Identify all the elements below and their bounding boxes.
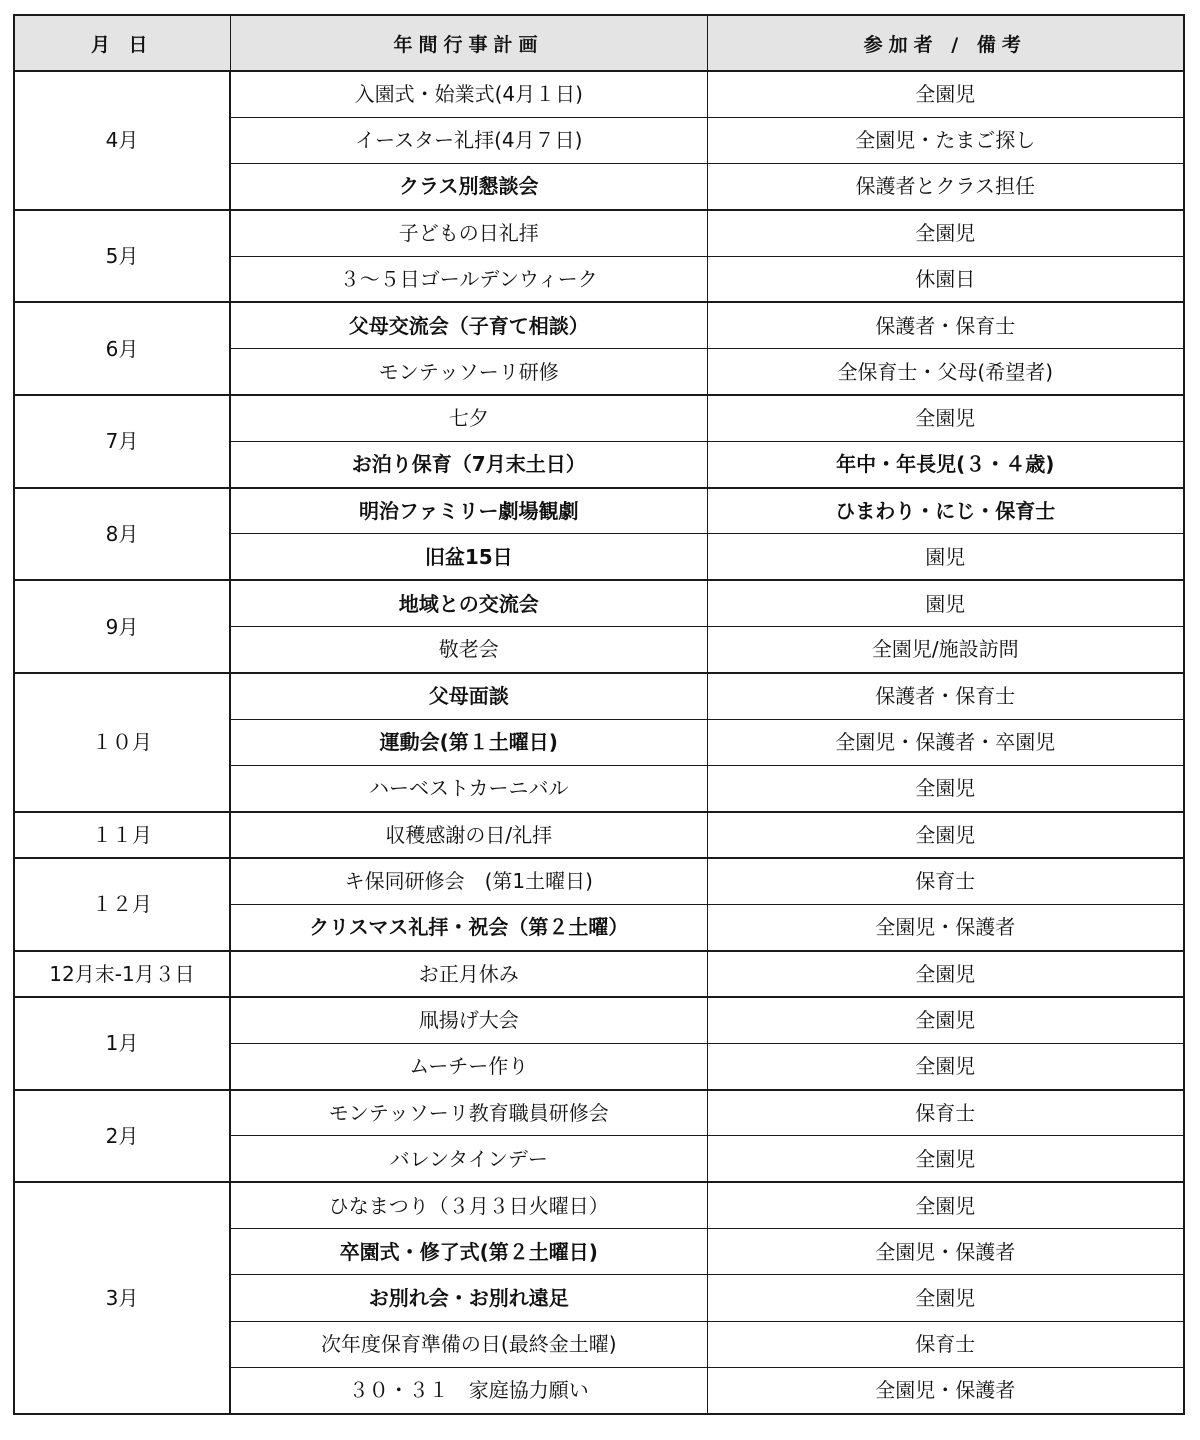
- event-cell: モンテッソーリ教育職員研修会: [230, 1090, 707, 1136]
- header-note: 参加者 / 備考: [707, 15, 1184, 71]
- event-cell: 凧揚げ大会: [230, 997, 707, 1043]
- month-cell: 2月: [14, 1090, 230, 1183]
- event-cell: 運動会(第１土曜日): [230, 719, 707, 765]
- month-cell: １０月: [14, 673, 230, 812]
- note-cell: 保育士: [707, 1321, 1184, 1367]
- note-cell: 全園児・保護者: [707, 1228, 1184, 1274]
- event-cell: 収穫感謝の日/礼拝: [230, 812, 707, 858]
- note-cell: ひまわり・にじ・保育士: [707, 488, 1184, 534]
- note-cell: 園児: [707, 580, 1184, 626]
- annual-event-table: [13, 14, 1185, 1415]
- month-cell: １１月: [14, 812, 230, 858]
- table-header-row: [14, 15, 1184, 71]
- note-cell: 全園児・たまご探し: [707, 117, 1184, 163]
- month-cell: 7月: [14, 395, 230, 488]
- note-cell: 全園児: [707, 1182, 1184, 1228]
- event-cell: キ保同研修会 (第1土曜日): [230, 858, 707, 904]
- event-cell: 明治ファミリー劇場観劇: [230, 488, 707, 534]
- month-cell: 1月: [14, 997, 230, 1090]
- event-cell: モンテッソーリ研修: [230, 349, 707, 395]
- event-cell: 地域との交流会: [230, 580, 707, 626]
- month-cell: 8月: [14, 488, 230, 581]
- table-row: [14, 580, 1184, 626]
- note-cell: 保護者・保育士: [707, 673, 1184, 719]
- note-cell: 保育士: [707, 858, 1184, 904]
- event-cell: 卒園式・修了式(第２土曜日): [230, 1228, 707, 1274]
- note-cell: 園児: [707, 534, 1184, 580]
- event-cell: 父母交流会（子育て相談）: [230, 302, 707, 348]
- table-row: [14, 997, 1184, 1043]
- month-cell: 6月: [14, 302, 230, 395]
- event-cell: お泊り保育（7月末土日）: [230, 441, 707, 487]
- note-cell: 全保育士・父母(希望者): [707, 349, 1184, 395]
- month-cell: 3月: [14, 1182, 230, 1413]
- table-row: [14, 858, 1184, 904]
- note-cell: 全園児・保護者: [707, 1367, 1184, 1413]
- note-cell: 保護者とクラス担任: [707, 164, 1184, 210]
- event-cell: クリスマス礼拝・祝会（第２土曜）: [230, 904, 707, 950]
- event-cell: 次年度保育準備の日(最終金土曜): [230, 1321, 707, 1367]
- event-cell: ハーベストカーニバル: [230, 765, 707, 811]
- month-cell: 12月末-1月３日: [14, 951, 230, 997]
- event-cell: 入園式・始業式(4月１日): [230, 71, 707, 117]
- table-row: [14, 71, 1184, 117]
- header-month: 月 日: [14, 15, 230, 71]
- event-cell: イースター礼拝(4月７日): [230, 117, 707, 163]
- event-cell: 敬老会: [230, 627, 707, 673]
- table-row: [14, 210, 1184, 256]
- note-cell: 全園児: [707, 395, 1184, 441]
- note-cell: 全園児: [707, 997, 1184, 1043]
- note-cell: 全園児: [707, 765, 1184, 811]
- note-cell: 全園児: [707, 210, 1184, 256]
- event-cell: 父母面談: [230, 673, 707, 719]
- note-cell: 全園児: [707, 1043, 1184, 1089]
- note-cell: 全園児: [707, 812, 1184, 858]
- note-cell: 保護者・保育士: [707, 302, 1184, 348]
- event-cell: ひなまつり（３月３日火曜日）: [230, 1182, 707, 1228]
- table-row: [14, 812, 1184, 858]
- table-row: [14, 488, 1184, 534]
- month-cell: 4月: [14, 71, 230, 210]
- month-cell: 5月: [14, 210, 230, 303]
- table-row: [14, 951, 1184, 997]
- note-cell: 全園児: [707, 1275, 1184, 1321]
- event-cell: 七夕: [230, 395, 707, 441]
- event-cell: ３０・３１ 家庭協力願い: [230, 1367, 707, 1413]
- event-cell: お正月休み: [230, 951, 707, 997]
- event-cell: ３～５日ゴールデンウィーク: [230, 256, 707, 302]
- note-cell: 全園児・保護者・卒園児: [707, 719, 1184, 765]
- note-cell: 全園児: [707, 1136, 1184, 1182]
- event-cell: 子どもの日礼拝: [230, 210, 707, 256]
- event-cell: バレンタインデー: [230, 1136, 707, 1182]
- table-row: [14, 1090, 1184, 1136]
- note-cell: 全園児: [707, 71, 1184, 117]
- note-cell: 保育士: [707, 1090, 1184, 1136]
- event-cell: クラス別懇談会: [230, 164, 707, 210]
- month-cell: １２月: [14, 858, 230, 951]
- note-cell: 年中・年長児(３・４歳): [707, 441, 1184, 487]
- table-row: [14, 1182, 1184, 1228]
- event-cell: 旧盆15日: [230, 534, 707, 580]
- month-cell: 9月: [14, 580, 230, 673]
- note-cell: 全園児・保護者: [707, 904, 1184, 950]
- note-cell: 全園児: [707, 951, 1184, 997]
- table-row: [14, 395, 1184, 441]
- event-cell: お別れ会・お別れ遠足: [230, 1275, 707, 1321]
- table-body: [14, 71, 1184, 1414]
- header-event: 年間行事計画: [230, 15, 707, 71]
- note-cell: 休園日: [707, 256, 1184, 302]
- table-row: [14, 673, 1184, 719]
- event-cell: ムーチー作り: [230, 1043, 707, 1089]
- note-cell: 全園児/施設訪問: [707, 627, 1184, 673]
- table-row: [14, 302, 1184, 348]
